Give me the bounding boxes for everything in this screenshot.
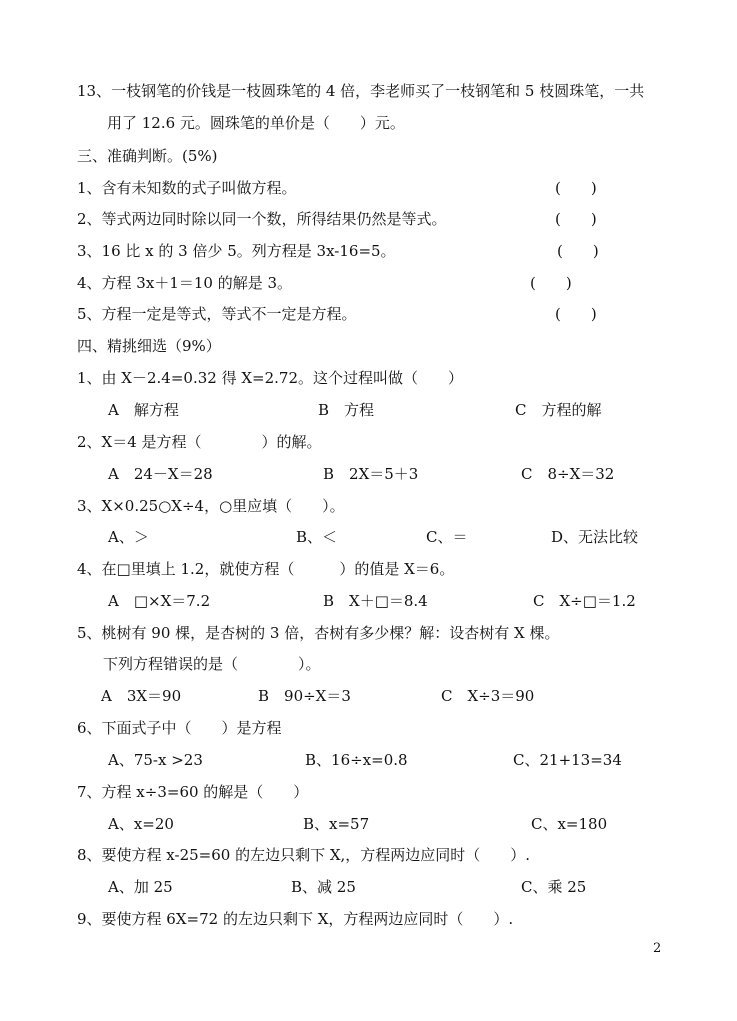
q8-option-a: A、加 25 bbox=[108, 878, 173, 896]
q6-option-a: A、75-x >23 bbox=[108, 751, 203, 769]
q2-option-c: C 8÷X＝32 bbox=[521, 465, 615, 483]
choice-question-8: 8、要使方程 x-25=60 的左边只剩下 X,，方程两边应同时（ ）. bbox=[77, 846, 531, 864]
q2-option-b: B 2X＝5＋3 bbox=[323, 465, 419, 483]
q1-option-b: B 方程 bbox=[318, 401, 375, 419]
q8-option-b: B、减 25 bbox=[291, 878, 356, 896]
judge-item-2: 2、等式两边同时除以同一个数，所得结果仍然是等式。 bbox=[77, 210, 447, 228]
q3-option-a: A、＞ bbox=[108, 528, 149, 546]
choice-question-2: 2、X＝4 是方程（ ）的解。 bbox=[77, 433, 322, 451]
page-number: 2 bbox=[653, 941, 662, 956]
q4-option-a: A □×X＝7.2 bbox=[108, 592, 211, 610]
choice-question-6: 6、下面式子中（ ）是方程 bbox=[77, 719, 282, 737]
q7-option-a: A、x=20 bbox=[108, 815, 174, 833]
choice-question-5: 5、桃树有 90 棵，是杏树的 3 倍，杏树有多少棵？解：设杏树有 X 棵。 bbox=[77, 624, 560, 642]
q7-option-b: B、x=57 bbox=[303, 815, 370, 833]
q7-option-c: C、x=180 bbox=[531, 815, 608, 833]
choice-question-5-line2: 下列方程错误的是（ ）。 bbox=[103, 655, 321, 673]
choice-question-3: 3、X×0.25○X÷4，○里应填（ ）。 bbox=[77, 497, 345, 515]
judge-bracket-3: ( ) bbox=[557, 242, 599, 260]
section3-title: 三、准确判断。(5%) bbox=[77, 147, 218, 165]
q4-option-b: B X＋□＝8.4 bbox=[323, 592, 428, 610]
q6-option-b: B、16÷x=0.8 bbox=[305, 751, 408, 769]
judge-item-5: 5、方程一定是等式，等式不一定是方程。 bbox=[77, 305, 357, 323]
choice-question-4: 4、在□里填上 1.2，就使方程（ ）的值是 X＝6。 bbox=[77, 560, 455, 578]
q1-option-a: A 解方程 bbox=[108, 401, 179, 419]
choice-question-7: 7、方程 x÷3=60 的解是（ ） bbox=[77, 783, 309, 801]
judge-bracket-1: ( ) bbox=[555, 179, 597, 197]
q4-option-c: C X÷□＝1.2 bbox=[533, 592, 636, 610]
q2-option-a: A 24－X＝28 bbox=[108, 465, 213, 483]
judge-bracket-4: ( ) bbox=[530, 274, 572, 292]
judge-item-4: 4、方程 3x＋1＝10 的解是 3。 bbox=[77, 274, 293, 292]
judge-bracket-2: ( ) bbox=[555, 210, 597, 228]
judge-bracket-5: ( ) bbox=[555, 305, 597, 323]
q13-line1: 13、一枝钢笔的价钱是一枝圆珠笔的 4 倍，李老师买了一枝钢笔和 5 枝圆珠笔，一共 bbox=[77, 82, 645, 100]
judge-item-3: 3、16 比 x 的 3 倍少 5。列方程是 3x-16=5。 bbox=[77, 242, 396, 260]
q8-option-c: C、乘 25 bbox=[521, 878, 587, 896]
section4-title: 四、精挑细选（9%） bbox=[77, 337, 221, 355]
q5-option-b: B 90÷X＝3 bbox=[258, 687, 351, 705]
choice-question-9: 9、要使方程 6X=72 的左边只剩下 X，方程两边应同时（ ）. bbox=[77, 910, 514, 928]
q5-option-a: A 3X＝90 bbox=[101, 687, 182, 705]
choice-question-1: 1、由 X－2.4=0.32 得 X=2.72。这个过程叫做（ ） bbox=[77, 369, 463, 387]
q1-option-c: C 方程的解 bbox=[515, 401, 602, 419]
judge-item-1: 1、含有未知数的式子叫做方程。 bbox=[77, 179, 297, 197]
q3-option-d: D、无法比较 bbox=[551, 528, 639, 546]
q6-option-c: C、21+13=34 bbox=[513, 751, 622, 769]
q5-option-c: C X÷3＝90 bbox=[441, 687, 535, 705]
q3-option-c: C、＝ bbox=[426, 528, 468, 546]
q3-option-b: B、＜ bbox=[296, 528, 338, 546]
q13-line2: 用了 12.6 元。圆珠笔的单价是（ ）元。 bbox=[107, 114, 405, 132]
